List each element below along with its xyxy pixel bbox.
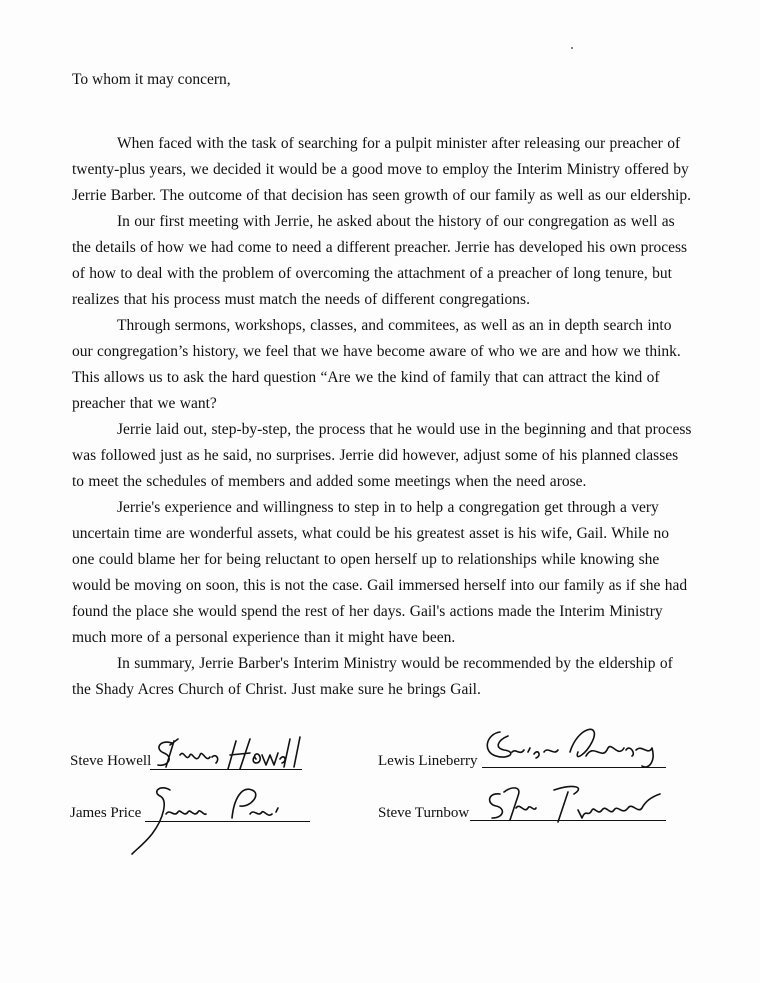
- handwritten-signature: [130, 778, 300, 858]
- paragraph-1: When faced with the task of searching for a pulpit minister after releasing our preacher of twenty-plus years, we decided it would be a good move to employ the Interim Ministry offered by Jerrie Barber. The outcome of that decision has seen growth of our family as well as our eldership.: [72, 135, 691, 204]
- paragraph-3: Through sermons, workshops, classes, and commitees, as well as an in depth search into our congregation’s history, we feel that we have become aware of who we are and how we think. This allows us to ask the hard question “Are we the kind of family that can attract the kind of preacher that we want?: [72, 317, 681, 412]
- paragraph-6: In summary, Jerrie Barber's Interim Ministry would be recommended by the eldership of the Shady Acres Church of Christ. Just make sure he brings Gail.: [72, 655, 673, 698]
- handwritten-signature: [478, 722, 668, 772]
- handwritten-signature: [150, 735, 310, 775]
- signer-name: Steve Howell: [70, 753, 152, 769]
- signer-name: Lewis Lineberry: [378, 753, 478, 769]
- handwritten-signature: [482, 782, 672, 832]
- paragraph-5: Jerrie's experience and willingness to step in to help a congregation get through a very uncertain time are wonderful assets, what could be his greatest asset is his wife, Gail. While no one could blame her for being reluctant to open herself up to relationships while knowing she would be moving on soon, this is not the case. Gail immersed herself into our family as if she had found the place she would spend the rest of her days. Gail's actions made the Interim Ministry much more of a personal experience than it might have been.: [72, 499, 688, 646]
- signer-name: James Price: [70, 805, 142, 821]
- letter-body: [72, 131, 692, 703]
- paragraph-4: Jerrie laid out, step-by-step, the process that he would use in the beginning and that process was followed just as he said, no surprises. Jerrie did however, adjust some of his planned classes to meet the schedules of members and added some meetings when the need arose.: [72, 421, 692, 490]
- paragraph-2: In our first meeting with Jerrie, he asked about the history of our congregation as well as the details of how we had come to need a different preacher. Jerrie has developed his own process of how to deal with the problem of overcoming the attachment of a preacher of long tenure, but realizes that his process must match the needs of different congregations.: [72, 213, 688, 308]
- salutation: To whom it may concern,: [72, 71, 231, 88]
- scan-speck: [571, 47, 573, 49]
- signer-name: Steve Turnbow: [378, 805, 470, 821]
